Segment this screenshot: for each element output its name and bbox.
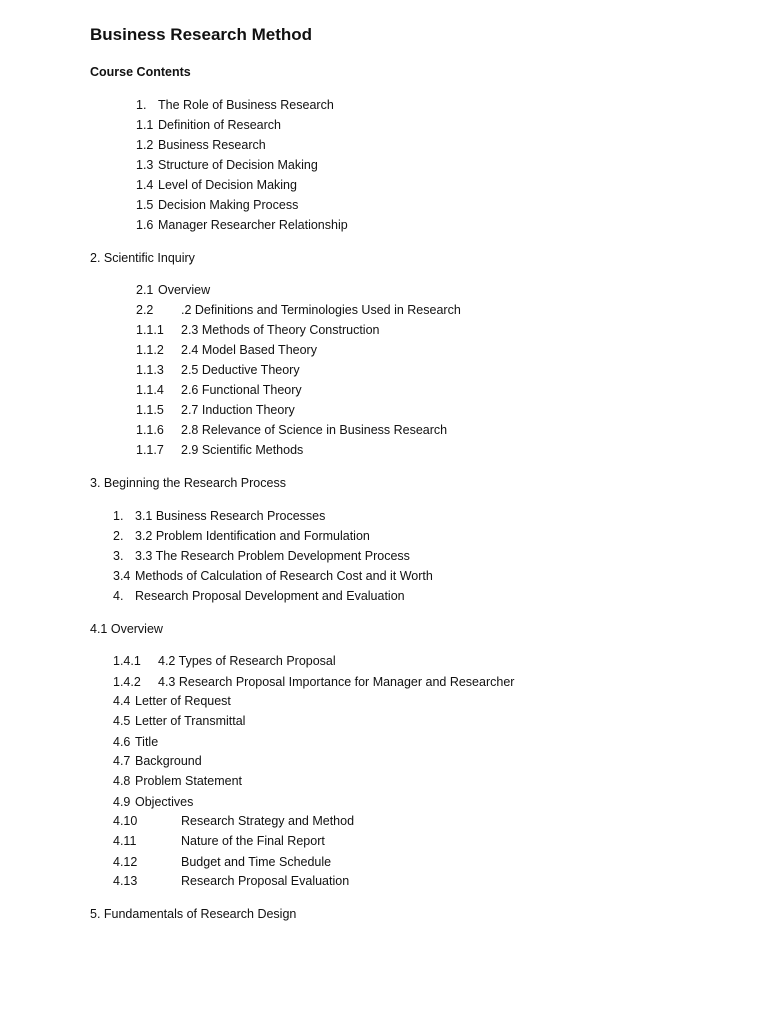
section-heading: 4.1 Overview (90, 622, 163, 636)
list-item-text: 3.1 Business Research Processes (135, 509, 326, 523)
list-item-number: 1.1.4 (136, 383, 164, 397)
list-item-text: Letter of Request (135, 694, 231, 708)
list-item-text: 2.8 Relevance of Science in Business Research (181, 423, 448, 437)
list-item-number: 1.1.3 (136, 363, 164, 377)
list-item-text: 4.2 Types of Research Proposal (158, 654, 336, 668)
section-heading: 5. Fundamentals of Research Design (90, 907, 297, 921)
list-item-text: 4.3 Research Proposal Importance for Manager and Researcher (158, 675, 515, 689)
list-item-text: Business Research (158, 138, 266, 152)
list-item-number: 4.13 (113, 874, 138, 888)
document-subtitle: Course Contents (90, 65, 191, 79)
list-item-number: 1.1.6 (136, 423, 164, 437)
list-item-number: 2. (113, 529, 124, 543)
list-item-number: 4. (113, 589, 124, 603)
list-item-text: Overview (158, 283, 211, 297)
list-item-text: The Role of Business Research (158, 98, 334, 112)
list-item-number: 3.4 (113, 569, 131, 583)
list-item-number: 1.4.1 (113, 654, 141, 668)
list-item-number: 2.1 (136, 283, 154, 297)
list-item-text: 2.9 Scientific Methods (181, 443, 304, 457)
list-item-text: Background (135, 754, 202, 768)
list-item-text: Title (135, 735, 159, 749)
list-item-number: 1.3 (136, 158, 154, 172)
list-item-number: 4.6 (113, 735, 131, 749)
document-title: Business Research Method (90, 25, 313, 44)
list-item-number: 1.1.7 (136, 443, 164, 457)
list-item-number: 4.12 (113, 855, 138, 869)
section-heading: 3. Beginning the Research Process (90, 476, 286, 490)
list-item-text: Nature of the Final Report (181, 834, 325, 848)
list-item-text: 3.3 The Research Problem Development Process (135, 549, 410, 563)
list-item-text: Methods of Calculation of Research Cost and it Worth (135, 569, 433, 583)
list-item-number: 4.4 (113, 694, 131, 708)
list-item-text: Definition of Research (158, 118, 281, 132)
list-item-text: 3.2 Problem Identification and Formulation (135, 529, 370, 543)
list-item-text: 2.4 Model Based Theory (181, 343, 317, 357)
list-item-number: 4.5 (113, 714, 131, 728)
section-heading: 2. Scientific Inquiry (90, 251, 195, 265)
list-item-number: 4.10 (113, 814, 138, 828)
list-item-text: Letter of Transmittal (135, 714, 246, 728)
list-item-number: 4.7 (113, 754, 131, 768)
list-item-number: 1.1.2 (136, 343, 164, 357)
list-item-number: 1. (136, 98, 147, 112)
list-item-text: 2.5 Deductive Theory (181, 363, 300, 377)
list-item-text: Structure of Decision Making (158, 158, 318, 172)
list-item-number: 1.4 (136, 178, 154, 192)
list-item-text: Budget and Time Schedule (181, 855, 332, 869)
list-item-text: Manager Researcher Relationship (158, 218, 348, 232)
list-item-number: 1.1 (136, 118, 154, 132)
list-item-text: Research Strategy and Method (181, 814, 355, 828)
list-item-text: 2.6 Functional Theory (181, 383, 302, 397)
list-item-number: 1.1.5 (136, 403, 164, 417)
list-item-text: 2.3 Methods of Theory Construction (181, 323, 380, 337)
list-item-number: 4.11 (113, 834, 137, 848)
list-item-text: Problem Statement (135, 774, 242, 788)
list-item-number: 1. (113, 509, 124, 523)
list-item-number: 1.6 (136, 218, 154, 232)
list-item-text: Level of Decision Making (158, 178, 297, 192)
list-item-text: 2.7 Induction Theory (181, 403, 295, 417)
list-item-number: 4.9 (113, 795, 131, 809)
list-item-number: 1.1.1 (136, 323, 164, 337)
list-item-text: Research Proposal Development and Evaluation (135, 589, 405, 603)
list-item-number: 1.4.2 (113, 675, 141, 689)
list-item-number: 3. (113, 549, 124, 563)
list-item-text: Objectives (135, 795, 194, 809)
list-item-number: 4.8 (113, 774, 131, 788)
list-item-number: 1.5 (136, 198, 154, 212)
list-item-number: 1.2 (136, 138, 154, 152)
list-item-text: Research Proposal Evaluation (181, 874, 350, 888)
list-item-text: .2 Definitions and Terminologies Used in Research (181, 303, 461, 317)
list-item-text: Decision Making Process (158, 198, 299, 212)
list-item-number: 2.2 (136, 303, 154, 317)
